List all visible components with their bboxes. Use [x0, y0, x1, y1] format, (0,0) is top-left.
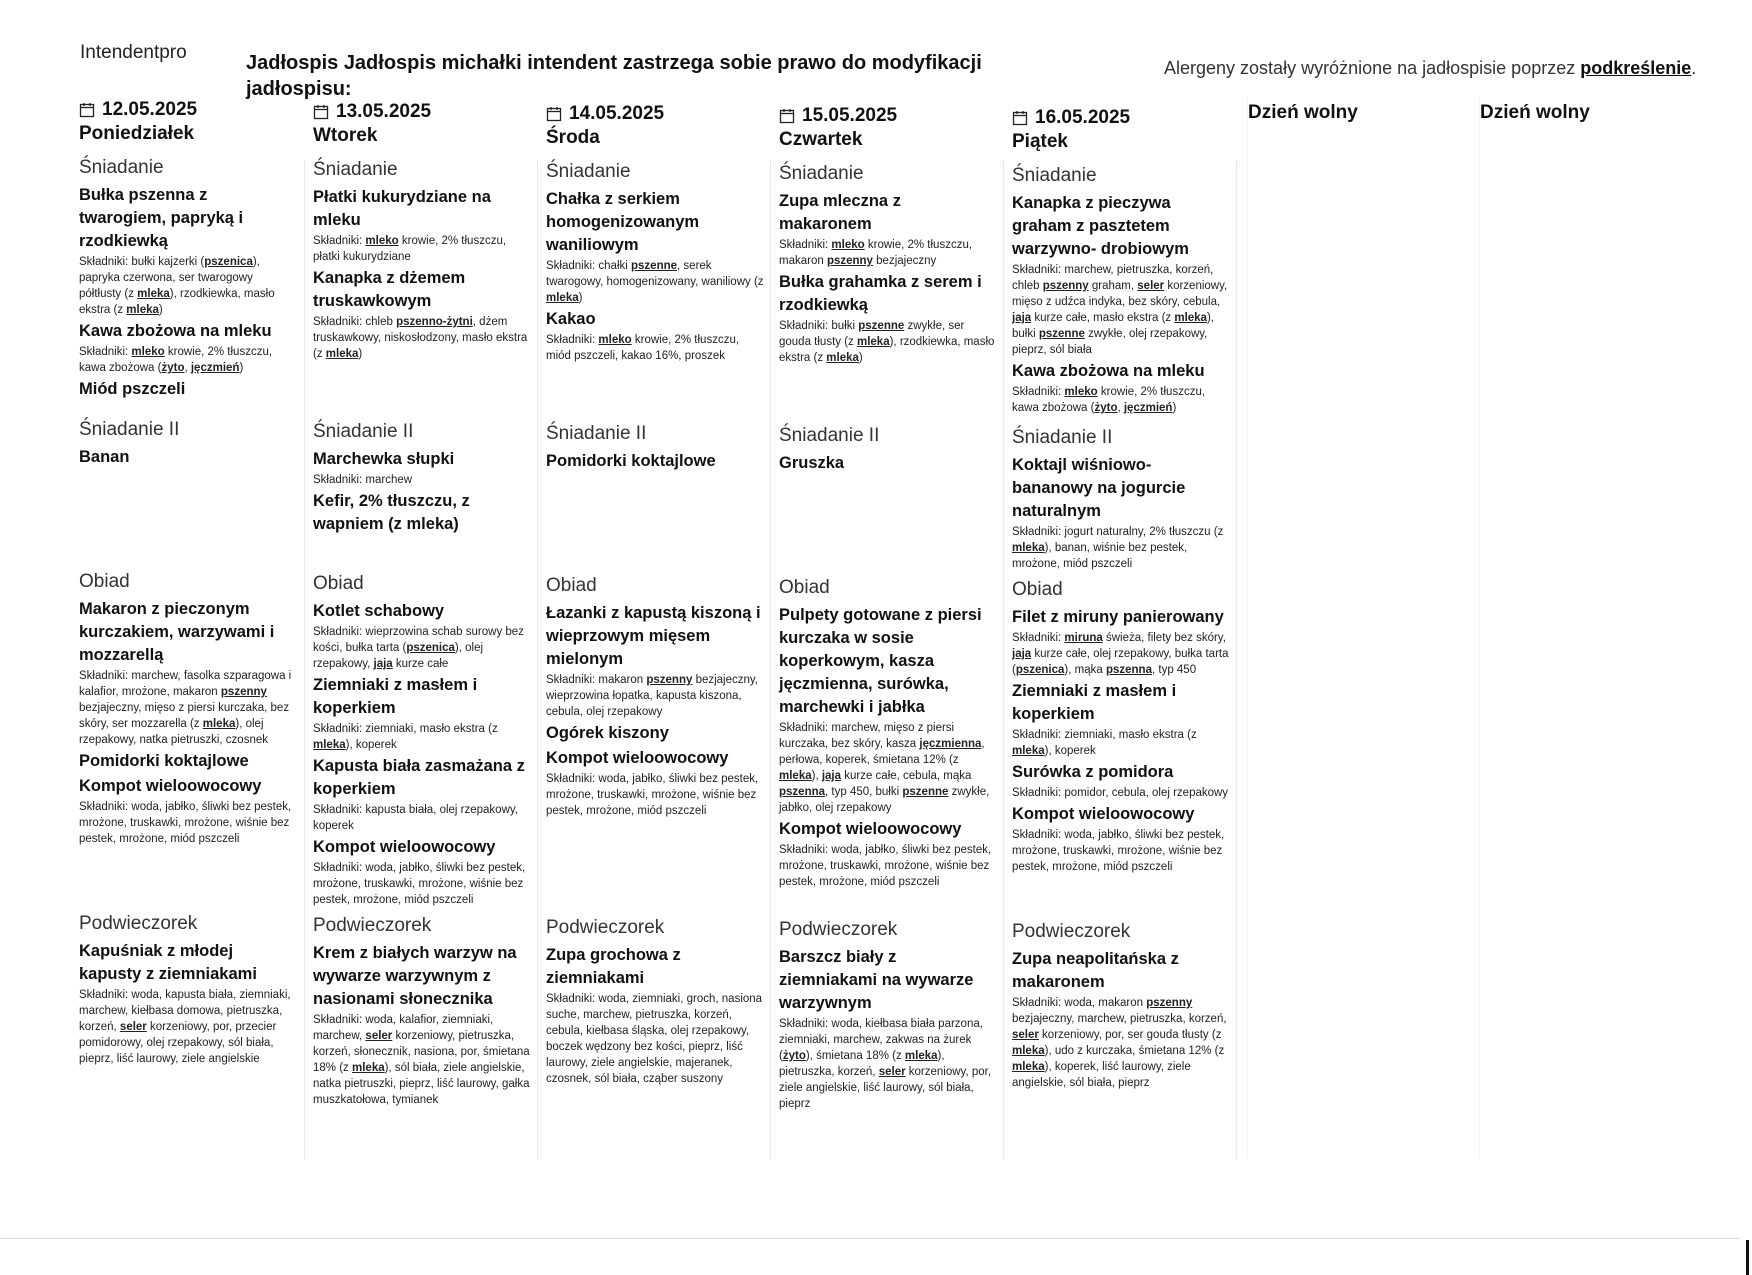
- day-column: [313, 100, 531, 1106]
- dish-ingredients: Składniki: wieprzowina schab surowy bez kości, bułka tarta (pszenica), olej rzepakowy, jaja kurze całe: [313, 626, 524, 670]
- dish-name: Kapusta biała zasmażana z koperkiem: [313, 757, 525, 798]
- meal-title: Obiad: [546, 575, 597, 596]
- dish-ingredients: Składniki: mleko krowie, 2% tłuszczu, makaron pszenny bezjajeczny: [779, 239, 973, 267]
- day-date: 13.05.2025: [336, 101, 432, 122]
- column-separator: [1236, 160, 1237, 1160]
- day-weekday: Piątek: [1012, 131, 1068, 152]
- meal-title: Śniadanie II: [313, 421, 414, 442]
- dish-ingredients: Składniki: mleko krowie, 2% tłuszczu, płatki kukurydziane: [313, 235, 507, 263]
- meal-section-snack: [779, 916, 997, 1112]
- scan-edge-mark: [1746, 1240, 1749, 1275]
- calendar-icon: [1012, 110, 1029, 126]
- column-separator: [537, 160, 538, 1160]
- dish-name: Miód pszczeli: [79, 380, 186, 398]
- day-weekday: Czwartek: [779, 129, 863, 150]
- dish-ingredients: Składniki: woda, jabłko, śliwki bez pestek, mrożone, truskawki, mrożone, wiśnie bez pestek, mrożone, miód pszczeli: [779, 844, 992, 888]
- dish-name: Ziemniaki z masłem i koperkiem: [313, 676, 478, 717]
- allergen-note-highlight: podkreślenie: [1580, 58, 1692, 78]
- day-date-row: [546, 102, 764, 126]
- dish-ingredients: Składniki: woda, jabłko, śliwki bez pestek, mrożone, truskawki, mrożone, wiśnie bez pestek, mrożone, miód pszczeli: [546, 773, 759, 817]
- dish-name: Kompot wieloowocowy: [546, 749, 729, 767]
- meal-title: Śniadanie: [779, 163, 864, 184]
- page-title: Jadłospis Jadłospis michałki intendent zastrzega sobie prawo do modyfikacji jadłospisu:: [246, 52, 982, 100]
- dish-name: Makaron z pieczonym kurczakiem, warzywami i mozzarellą: [79, 600, 275, 664]
- meal-title: Obiad: [79, 571, 130, 592]
- dish-name: Krem z białych warzyw na wywarze warzywnym z nasionami słonecznika: [313, 944, 517, 1008]
- meal-section-breakfast2: [313, 418, 531, 536]
- dish-name: Kanapka z dżemem truskawkowym: [313, 269, 466, 310]
- column-separator: [304, 160, 305, 1160]
- dish-name: Pomidorki koktajlowe: [79, 752, 249, 770]
- meal-title: Obiad: [313, 573, 364, 594]
- dish-name: Ogórek kiszony: [546, 724, 669, 742]
- dish-ingredients: Składniki: ziemniaki, masło ekstra (z mleka), koperek: [1012, 729, 1197, 757]
- dish-name: Filet z miruny panierowany: [1012, 608, 1224, 626]
- meal-section-breakfast: [546, 158, 764, 364]
- dish-ingredients: Składniki: marchew, mięso z piersi kurczaka, bez skóry, kasza jęczmienna, perłowa, koperek, śmietana 12% (z mleka), jaja kurze całe, cebula, mąka pszenna, typ 450, bułki pszenne zwykłe, jabłko, olej rzepakowy: [779, 722, 990, 814]
- dish-name: Pulpety gotowane z piersi kurczaka w sosie koperkowym, kasza jęczmienna, surówka, marchewki i jabłka: [779, 606, 982, 716]
- meal-section-lunch: [546, 572, 764, 819]
- day-weekday: Środa: [546, 127, 600, 148]
- dish-name: Bułka grahamka z serem i rzodkiewką: [779, 273, 982, 314]
- dish-name: Koktajl wiśniowo-bananowy na jogurcie naturalnym: [1012, 456, 1186, 520]
- meal-title: Obiad: [779, 577, 830, 598]
- dish-name: Marchewka słupki: [313, 450, 455, 468]
- dish-ingredients: Składniki: makaron pszenny bezjajeczny, wieprzowina łopatka, kapusta kiszona, cebula, olej rzepakowy: [546, 674, 759, 718]
- day-date-row: [313, 100, 531, 124]
- dish-ingredients: Składniki: woda, jabłko, śliwki bez pestek, mrożone, truskawki, mrożone, wiśnie bez pestek, mrożone, miód pszczeli: [1012, 829, 1225, 873]
- dish-ingredients: Składniki: woda, kalafior, ziemniaki, marchew, seler korzeniowy, pietruszka, korzeń, słonecznik, nasiona, por, śmietana 18% (z mleka), sól biała, ziele angielskie, natka pietruszki, pieprz, liść laurowy, gałka muszkatołowa, tymianek: [313, 1014, 530, 1106]
- dish-ingredients: Składniki: chałki pszenne, serek twarogowy, homogenizowany, waniliowy (z mleka): [546, 260, 764, 304]
- meal-section-breakfast: [779, 160, 997, 366]
- dish-name: Płatki kukurydziane na mleku: [313, 188, 491, 229]
- dish-ingredients: Składniki: mleko krowie, 2% tłuszczu, miód pszczeli, kakao 16%, proszek: [546, 334, 740, 362]
- day-date: 12.05.2025: [102, 99, 198, 120]
- meal-title: Śniadanie II: [779, 425, 880, 446]
- day-weekday: Wtorek: [313, 125, 378, 146]
- day-column: [546, 102, 764, 1085]
- calendar-icon: [79, 102, 96, 118]
- free-day-label: Dzień wolny: [1248, 102, 1358, 123]
- dish-ingredients: Składniki: bułki pszenne zwykłe, ser gouda tłusty (z mleka), rzodkiewka, masło ekstra (z mleka): [779, 320, 995, 364]
- dish-name: Zupa mleczna z makaronem: [779, 192, 901, 233]
- meal-title: Śniadanie: [546, 161, 631, 182]
- dish-name: Kawa zbożowa na mleku: [79, 322, 272, 340]
- dish-ingredients: Składniki: ziemniaki, masło ekstra (z mleka), koperek: [313, 723, 498, 751]
- dish-ingredients: Składniki: marchew: [313, 474, 413, 486]
- day-weekday: Poniedziałek: [79, 123, 195, 144]
- day-date-row: [779, 104, 997, 128]
- dish-name: Gruszka: [779, 454, 845, 472]
- dish-name: Kompot wieloowocowy: [313, 838, 496, 856]
- allergen-note: [1164, 58, 1696, 79]
- dish-ingredients: Składniki: woda, kapusta biała, ziemniaki, marchew, kiełbasa domowa, pietruszka, korzeń, seler korzeniowy, por, przecier pomidorowy, olej rzepakowy, sól biała, pieprz, liść laurowy, ziele angielskie: [79, 989, 291, 1065]
- meal-section-snack: [546, 914, 764, 1087]
- free-day-column: [1247, 98, 1465, 1158]
- meal-title: Śniadanie: [1012, 165, 1097, 186]
- dish-ingredients: Składniki: woda, ziemniaki, groch, nasiona suche, marchew, pietruszka, korzeń, cebula, kiełbasa śląska, olej rzepakowy, boczek wędzony bez kości, pieprz, liść laurowy, ziele angielskie, majeranek, czosnek, sól biała, cząber suszony: [546, 993, 763, 1085]
- dish-name: Kawa zbożowa na mleku: [1012, 362, 1205, 380]
- meal-title: Podwieczorek: [1012, 921, 1131, 942]
- meal-section-snack: [79, 910, 297, 1067]
- meal-title: Śniadanie II: [546, 423, 647, 444]
- dish-name: Kotlet schabowy: [313, 602, 445, 620]
- dish-name: Pomidorki koktajlowe: [546, 452, 716, 470]
- dish-ingredients: Składniki: marchew, pietruszka, korzeń, chleb pszenny graham, seler korzeniowy, mięso z udźca indyka, bez skóry, cebula, jaja kurze całe, masło ekstra (z mleka), bułki pszenne zwykłe, olej rzepakowy, pieprz, sól biała: [1012, 264, 1228, 356]
- dish-name: Surówka z pomidora: [1012, 763, 1174, 781]
- allergen-note-text: Alergeny zostały wyróżnione na jadłospisie poprzez: [1164, 58, 1581, 78]
- meal-section-lunch: [313, 570, 531, 908]
- dish-ingredients: Składniki: woda, jabłko, śliwki bez pestek, mrożone, truskawki, mrożone, wiśnie bez pestek, mrożone, miód pszczeli: [79, 801, 292, 845]
- column-separator: [770, 160, 771, 1160]
- dish-name: Kompot wieloowocowy: [1012, 805, 1195, 823]
- meal-section-breakfast2: [546, 420, 764, 473]
- dish-ingredients: Składniki: jogurt naturalny, 2% tłuszczu (z mleka), banan, wiśnie bez pestek, mrożone, miód pszczeli: [1012, 526, 1224, 570]
- dish-name: Barszcz biały z ziemniakami na wywarze warzywnym: [779, 948, 974, 1012]
- dish-ingredients: Składniki: chleb pszenno-żytni, dżem truskawkowy, niskosłodzony, masło ekstra (z mleka): [313, 316, 528, 360]
- dish-ingredients: Składniki: kapusta biała, olej rzepakowy, koperek: [313, 804, 518, 832]
- day-date-row: [79, 98, 297, 122]
- meal-title: Śniadanie II: [79, 419, 180, 440]
- dish-ingredients: Składniki: woda, jabłko, śliwki bez pestek, mrożone, truskawki, mrożone, wiśnie bez pestek, mrożone, miód pszczeli: [313, 862, 526, 906]
- dish-ingredients: Składniki: woda, kiełbasa biała parzona, ziemniaki, marchew, zakwas na żurek (żyto), śmietana 18% (z mleka), pietruszka, korzeń, seler korzeniowy, por, ziele angielskie, liść laurowy, sól biała, pieprz: [779, 1018, 992, 1110]
- meal-title: Śniadanie: [79, 157, 164, 178]
- day-date: 14.05.2025: [569, 103, 665, 124]
- dish-name: Zupa grochowa z ziemniakami: [546, 946, 681, 987]
- meal-section-breakfast: [79, 154, 297, 401]
- meal-section-breakfast2: [779, 422, 997, 475]
- dish-name: Chałka z serkiem homogenizowanym waniliowym: [546, 190, 700, 254]
- free-day-label: Dzień wolny: [1480, 102, 1590, 123]
- day-date-row: [1012, 106, 1230, 130]
- meal-section-snack: [1012, 918, 1230, 1091]
- dish-ingredients: Składniki: marchew, fasolka szparagowa i kalafior, mrożone, makaron pszenny bezjajeczny, mięso z piersi kurczaka, bez skóry, ser mozzarella (z mleka), olej rzepakowy, natka pietruszki, czosnek: [79, 670, 292, 746]
- meal-section-lunch: [1012, 576, 1230, 875]
- day-column: [1012, 106, 1230, 1089]
- dish-ingredients: Składniki: pomidor, cebula, olej rzepakowy: [1012, 787, 1229, 799]
- dish-name: Kompot wieloowocowy: [79, 777, 262, 795]
- meal-title: Obiad: [1012, 579, 1063, 600]
- meal-section-breakfast2: [1012, 424, 1230, 572]
- meal-title: Podwieczorek: [546, 917, 665, 938]
- meal-section-lunch: [779, 574, 997, 890]
- dish-name: Kanapka z pieczywa graham z pasztetem warzywno- drobiowym: [1012, 194, 1189, 258]
- meal-section-breakfast: [1012, 162, 1230, 416]
- page-divider: [0, 1238, 1740, 1239]
- day-date: 15.05.2025: [802, 105, 898, 126]
- column-separator: [1003, 160, 1004, 1160]
- day-column: [779, 104, 997, 1110]
- dish-ingredients: Składniki: mleko krowie, 2% tłuszczu, kawa zbożowa (żyto, jęczmień): [1012, 386, 1206, 414]
- calendar-icon: [546, 106, 563, 122]
- dish-name: Bułka pszenna z twarogiem, papryką i rzodkiewką: [79, 186, 244, 250]
- dish-name: Banan: [79, 448, 130, 466]
- brand-logo-text: Intendentpro: [80, 42, 187, 63]
- calendar-icon: [779, 108, 796, 124]
- dish-name: Kefir, 2% tłuszczu, z wapniem (z mleka): [313, 492, 470, 533]
- day-date: 16.05.2025: [1035, 107, 1131, 128]
- meal-title: Podwieczorek: [779, 919, 898, 940]
- dish-name: Zupa neapolitańska z makaronem: [1012, 950, 1179, 991]
- dish-name: Kakao: [546, 310, 596, 328]
- day-column: [79, 98, 297, 1065]
- dish-name: Łazanki z kapustą kiszoną i wieprzowym mięsem mielonym: [546, 604, 761, 668]
- meal-section-lunch: [79, 568, 297, 847]
- meal-title: Podwieczorek: [313, 915, 432, 936]
- meal-title: Podwieczorek: [79, 913, 198, 934]
- meal-section-breakfast2: [79, 416, 297, 469]
- dish-name: Ziemniaki z masłem i koperkiem: [1012, 682, 1177, 723]
- meal-section-breakfast: [313, 156, 531, 362]
- calendar-icon: [313, 104, 330, 120]
- dish-name: Kompot wieloowocowy: [779, 820, 962, 838]
- meal-title: Śniadanie: [313, 159, 398, 180]
- dish-name: Kapuśniak z młodej kapusty z ziemniakami: [79, 942, 257, 983]
- meal-title: Śniadanie II: [1012, 427, 1113, 448]
- dish-ingredients: Składniki: mleko krowie, 2% tłuszczu, kawa zbożowa (żyto, jęczmień): [79, 346, 273, 374]
- meal-section-snack: [313, 912, 531, 1108]
- dish-ingredients: Składniki: bułki kajzerki (pszenica), papryka czerwona, ser twarogowy półtłusty (z mleka), rzodkiewka, masło ekstra (z mleka): [79, 256, 275, 316]
- allergen-note-suffix: .: [1691, 58, 1697, 78]
- free-day-column: [1479, 98, 1697, 1158]
- dish-ingredients: Składniki: miruna świeża, filety bez skóry, jaja kurze całe, olej rzepakowy, bułka tarta (pszenica), mąka pszenna, typ 450: [1012, 632, 1229, 676]
- dish-ingredients: Składniki: woda, makaron pszenny bezjajeczny, marchew, pietruszka, korzeń, seler korzeniowy, por, ser gouda tłusty (z mleka), udo z kurczaka, śmietana 12% (z mleka), koperek, liść laurowy, ziele angielskie, sól biała, pieprz: [1012, 997, 1227, 1089]
